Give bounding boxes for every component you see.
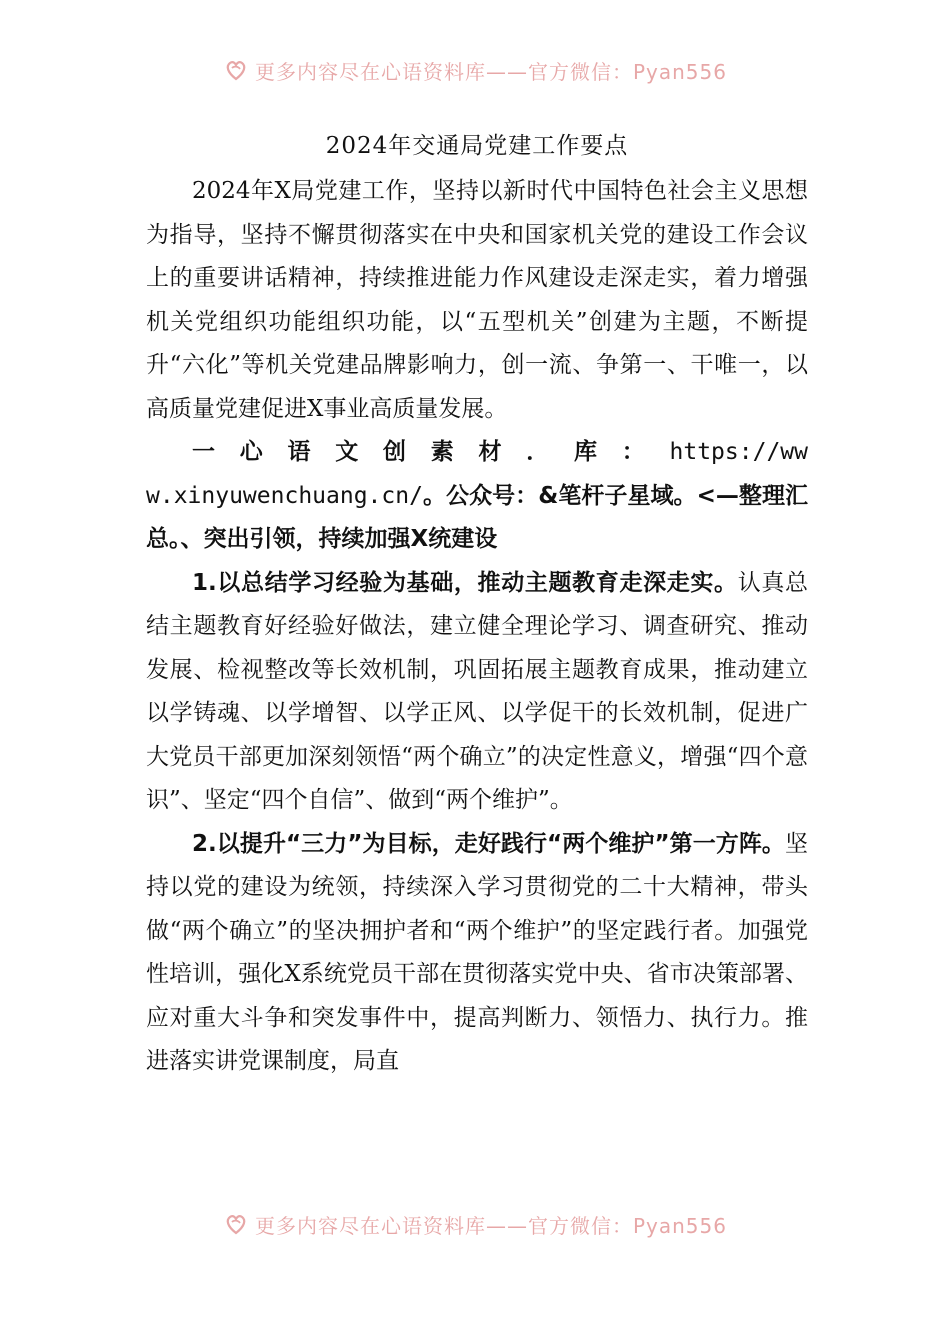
section-item-1: [146, 562, 808, 823]
watermark-text: 更多内容尽在心语资料库——官方微信：Pyan556: [254, 59, 727, 84]
heart-swirl-logo-icon: [223, 57, 249, 83]
library-url: https://www.xinyuwenchuang.cn/: [146, 439, 808, 509]
item-1-body: 认真总结主题教育好经验好做法，建立健全理论学习、调查研究、推动发展、检视整改等长效机制，巩固拓展主题教育成果，推动建立以学铸魂、以学增智、以学正风、以学促干的长效机制，促进广大党员干部更加深刻领悟“两个确立”的决定性意义，增强“四个意识”、坚定“四个自信”、做到“两个维护”。: [146, 569, 809, 813]
item-2-body: 坚持以党的建设为统领，持续深入学习贯彻党的二十大精神，带头做“两个确立”的坚决拥护者和“两个维护”的坚定践行者。加强党性培训，强化X系统党员干部在贯彻落实党中央、省市决策部署、应对重大斗争和突发事件中，提高判断力、领悟力、执行力。推进落实讲党课制度，局直: [146, 830, 808, 1074]
document-body: [146, 126, 808, 1084]
item-1-heading: 1.以总结学习经验为基础，推动主题教育走深走实。: [192, 569, 738, 596]
section-item-2: [146, 823, 808, 1084]
library-rest: 。公众号：&笔杆子星域。<—整理汇总。、突出引领，持续加强X统建设: [146, 482, 808, 552]
library-paragraph: [146, 431, 808, 562]
footer-watermark: [0, 1204, 950, 1244]
document-title: 2024年交通局党建工作要点: [325, 133, 629, 159]
watermark-text: 更多内容尽在心语资料库——官方微信：Pyan556: [254, 1213, 727, 1238]
header-watermark: [0, 50, 950, 90]
item-2-heading: 2.以提升“三力”为目标，走好践行“两个维护”第一方阵。: [192, 830, 785, 857]
heart-swirl-logo-icon: [223, 1211, 249, 1237]
library-label: 一心语文创素材．库：: [192, 439, 670, 465]
intro-paragraph: 2024年X局党建工作，坚持以新时代中国特色社会主义思想为指导，坚持不懈贯彻落实在中央和国家机关党的建设工作会议上的重要讲话精神，持续推进能力作风建设走深走实，着力增强机关党组织功能组织功能，以“五型机关”创建为主题，不断提升“六化”等机关党建品牌影响力，创一流、争第一、干唯一，以高质量党建促进X事业高质量发展。: [146, 178, 808, 422]
